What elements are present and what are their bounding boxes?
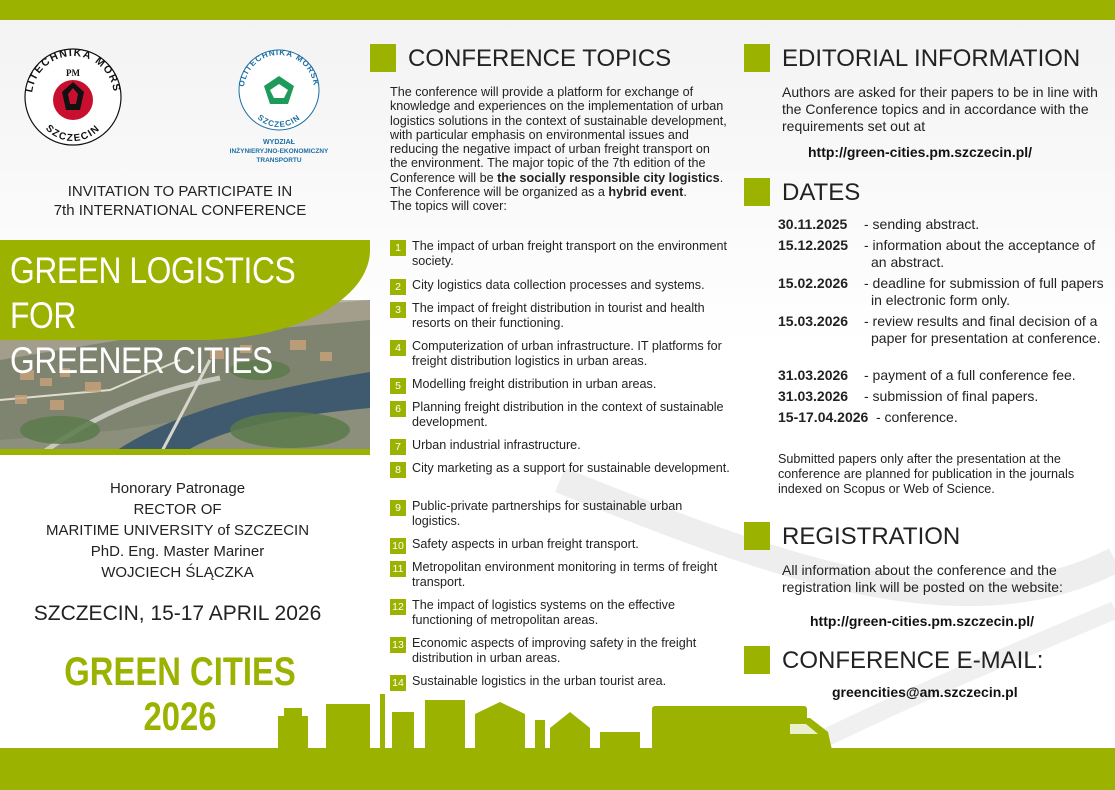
intro-text: The topics will cover:	[390, 199, 507, 214]
registration-text: All information about the conference and the registration link will be posted on the website:	[782, 562, 1063, 595]
topic-number: 7	[390, 439, 406, 455]
faculty-logo-ring-text: OLITECHNIKA MORSK	[237, 47, 321, 88]
topic-text: Planning freight distribution in the context of sustainable development.	[412, 400, 724, 429]
topic-text: Metropolitan environment monitoring in terms of freight transport.	[412, 560, 718, 589]
topic-number: 13	[390, 637, 406, 653]
topic-number: 12	[390, 599, 406, 615]
invitation-heading	[0, 182, 360, 220]
patronage-line: RECTOR OF	[133, 501, 222, 518]
registration-heading-text: REGISTRATION	[782, 523, 961, 550]
topic-text: City marketing as a support for sustainable development.	[412, 461, 730, 475]
conference-place-date: SZCZECIN, 15-17 APRIL 2026	[33, 602, 322, 625]
logo-ring-text: LITECHNIKA MORS	[23, 46, 123, 94]
faculty-caption-line-3: TRANSPORTU	[256, 157, 302, 164]
date-description: - information about the acceptance of an abstract.	[864, 237, 1096, 270]
university-logo	[22, 42, 124, 154]
topic-text: Sustainable logistics in the urban tourist area.	[412, 674, 667, 688]
date-value: 30.11.2025	[778, 216, 848, 232]
date-value: 15.03.2026	[778, 313, 849, 329]
topic-text: Modelling freight distribution in urban areas.	[412, 377, 657, 391]
faculty-logo	[228, 42, 330, 168]
date-description: - review results and final decision of a paper for presentation at conference.	[864, 313, 1101, 346]
heading-square-icon	[744, 646, 770, 674]
email-heading	[744, 646, 1084, 676]
honorary-patronage	[0, 478, 355, 583]
topic-text: Computerization of urban infrastructure. IT platforms for freight distribution logistics in urban areas.	[412, 339, 722, 368]
faculty-logo-bottom-text: SZCZECIN	[255, 112, 303, 130]
topic-number: 10	[390, 538, 406, 554]
topic-text: Safety aspects in urban freight transport.	[412, 537, 639, 551]
topic-text: City logistics data collection processes and systems.	[412, 278, 705, 292]
topic-item	[390, 339, 735, 371]
topic-number: 8	[390, 462, 406, 478]
topic-number: 2	[390, 279, 406, 295]
date-description: - conference.	[876, 409, 958, 425]
topics-heading	[370, 44, 700, 74]
topic-item	[390, 400, 735, 432]
date-value: 15-17.04.2026	[778, 409, 869, 425]
intro-highlight: hybrid event	[608, 185, 684, 200]
topics-intro	[390, 85, 730, 214]
topic-number: 1	[390, 240, 406, 256]
dates-heading	[744, 178, 944, 208]
conference-title-line: GREENER CITIES	[10, 340, 273, 381]
patronage-line: MARITIME UNIVERSITY of SZCZECIN	[45, 522, 310, 539]
topics-heading-text: CONFERENCE TOPICS	[408, 45, 672, 72]
topic-text: The impact of freight distribution in tourist and health resorts on their functioning.	[412, 301, 705, 330]
date-description: - payment of a full conference fee.	[864, 367, 1076, 383]
topic-item	[390, 598, 735, 630]
intro-text: .	[683, 185, 687, 200]
registration-heading	[744, 522, 1044, 552]
patronage-line: PhD. Eng. Master Mariner	[90, 543, 265, 560]
invitation-line: 7th INTERNATIONAL CONFERENCE	[53, 202, 307, 219]
heading-square-icon	[744, 178, 770, 206]
intro-text: The conference will provide a platform for exchange of knowledge and experiences on the implementation of urban logistics solutions in the context of sustainable development, with particular emphasis on environmental issues and reducing the negative impact of urban freight transport on the environment. The major topic of the 7th edition of the Conference will be	[390, 85, 727, 185]
topic-text: Economic aspects of improving safety in the freight distribution in urban areas.	[412, 636, 697, 665]
date-description: - deadline for submission of full papers in electronic form only.	[864, 275, 1104, 308]
topic-number: 3	[390, 302, 406, 318]
logo-bottom-text: SZCZECIN	[43, 122, 103, 145]
editorial-link[interactable]: http://green-cities.pm.szczecin.pl/	[808, 144, 1033, 160]
conference-title-line: GREEN LOGISTICS FOR	[10, 250, 296, 336]
bottom-accent-bar	[0, 748, 1115, 790]
date-value: 31.03.2026	[778, 388, 849, 404]
faculty-caption-line-2: INŻYNIERYJNO-EKONOMICZNY	[229, 148, 329, 155]
dates-heading-text: DATES	[782, 179, 861, 206]
editorial-text: Authors are asked for their papers to be in line with the Conference topics and in accordance with the requirements set out at	[782, 84, 1098, 134]
topic-text: Public-private partnerships for sustainable urban logistics.	[412, 499, 683, 528]
topic-item	[390, 560, 735, 592]
topic-number: 14	[390, 675, 406, 691]
patronage-line: WOJCIECH ŚLĄCZKA	[101, 564, 254, 581]
conference-title	[10, 248, 311, 383]
topic-text: The impact of urban freight transport on the environment society.	[412, 239, 728, 268]
editorial-heading-text: EDITORIAL INFORMATION	[782, 45, 1081, 72]
editorial-heading	[744, 44, 1104, 74]
conference-email-link[interactable]: greencities@am.szczecin.pl	[832, 684, 1018, 700]
date-description: - submission of final papers.	[864, 388, 1039, 404]
publication-note: Submitted papers only after the presentation at the conference are planned for publication in the journals indexed on Scopus or Web of Science.	[778, 452, 1075, 496]
topic-number: 6	[390, 401, 406, 417]
topic-number: 9	[390, 500, 406, 516]
topic-number: 4	[390, 340, 406, 356]
topic-item	[390, 461, 735, 493]
topic-number: 5	[390, 378, 406, 394]
heading-square-icon	[744, 522, 770, 550]
date-value: 15.12.2025	[778, 237, 849, 253]
topic-text: The impact of logistics systems on the effective functioning of metropolitan areas.	[412, 598, 675, 627]
invitation-line: INVITATION TO PARTICIPATE IN	[67, 183, 293, 200]
date-value: 15.02.2026	[778, 275, 849, 291]
intro-text: .	[719, 170, 724, 185]
heading-square-icon	[744, 44, 770, 72]
logo-monogram: PM	[66, 68, 80, 78]
intro-text: The Conference will be organized as a	[390, 185, 609, 200]
city-skyline-silhouette	[0, 690, 1115, 750]
topic-item	[390, 301, 735, 333]
topic-item	[390, 636, 735, 668]
top-accent-bar	[0, 0, 1115, 20]
intro-highlight: the socially responsible city logistics	[497, 170, 720, 185]
topic-item	[390, 499, 735, 531]
faculty-caption-line-1: WYDZIAŁ	[263, 139, 295, 146]
topic-item	[390, 239, 735, 271]
topic-number: 11	[390, 561, 406, 577]
date-description: - sending abstract.	[864, 216, 980, 232]
registration-link[interactable]: http://green-cities.pm.szczecin.pl/	[810, 613, 1035, 629]
date-value: 31.03.2026	[778, 367, 849, 383]
patronage-line: Honorary Patronage	[109, 480, 246, 497]
brand-title: GREEN CITIES 2026	[64, 650, 296, 739]
topic-text: Urban industrial infrastructure.	[412, 438, 581, 452]
email-heading-text: CONFERENCE E-MAIL:	[782, 647, 1044, 674]
heading-square-icon	[370, 44, 396, 72]
